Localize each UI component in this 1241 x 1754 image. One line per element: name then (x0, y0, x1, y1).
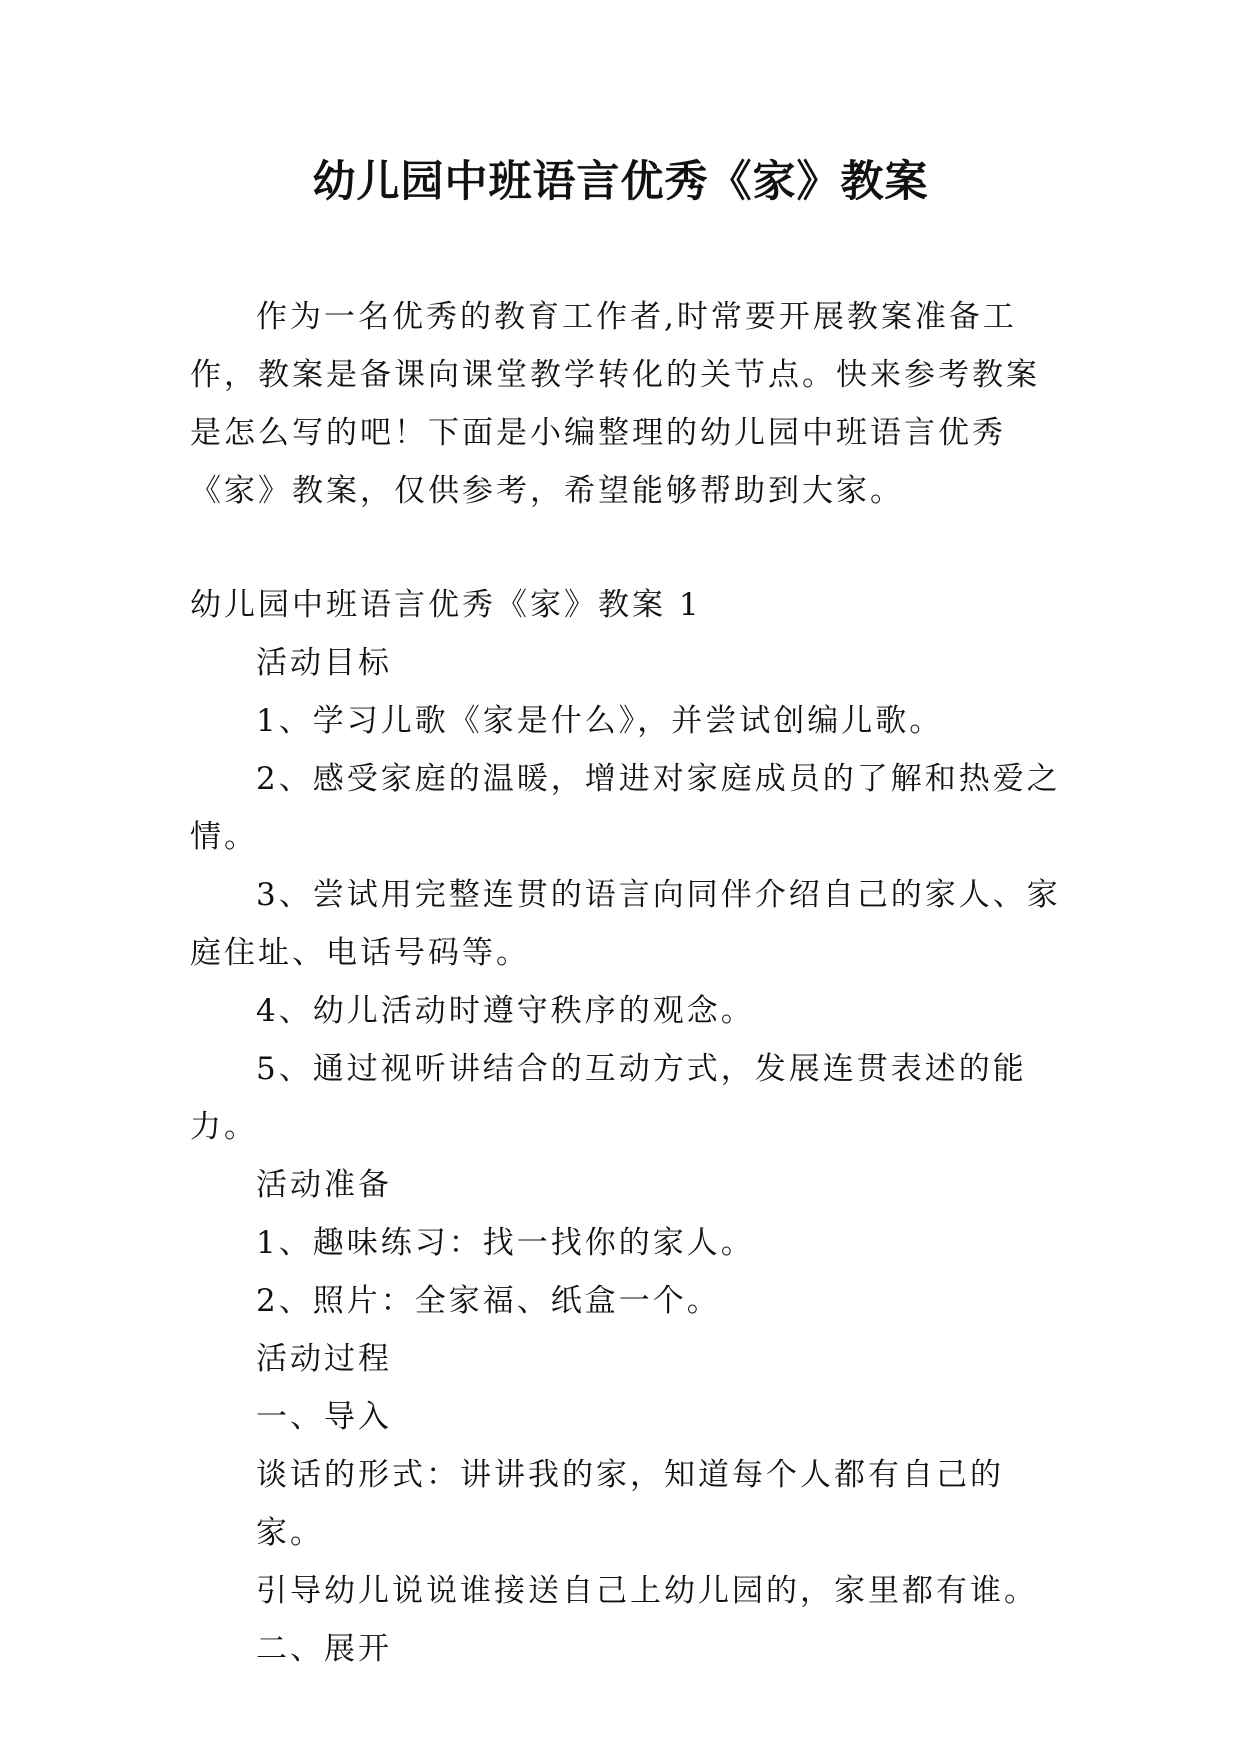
document-title: 幼儿园中班语言优秀《家》教案 (312, 157, 929, 207)
goal-item: 4、幼儿活动时遵守秩序的观念。 (256, 993, 755, 1029)
step1-heading: 一、导入 (256, 1399, 392, 1435)
prep-item: 2、照片：全家福、纸盒一个。 (256, 1283, 721, 1319)
goal-item: 2、感受家庭的温暖，增进对家庭成员的了解和热爱之情。 (190, 761, 1061, 855)
goal-item: 5、通过视听讲结合的互动方式，发展连贯表述的能力。 (190, 1051, 1027, 1145)
step2-heading: 二、展开 (256, 1631, 392, 1667)
section-title: 幼儿园中班语言优秀《家》教案 1 (190, 587, 702, 623)
step1-line: 谈话的形式：讲讲我的家，知道每个人都有自己的家。 (256, 1457, 1004, 1551)
prep-item: 1、趣味练习：找一找你的家人。 (256, 1225, 755, 1261)
goals-heading: 活动目标 (256, 645, 392, 681)
intro-paragraph: 作为一名优秀的教育工作者,时常要开展教案准备工作，教案是备课向课堂教学转化的关节点。快来参考教案是怎么写的吧！下面是小编整理的幼儿园中班语言优秀《家》教案，仅供参考，希望能够帮助到大家。 (190, 299, 1040, 509)
document-body (190, 576, 1070, 1678)
process-heading: 活动过程 (256, 1341, 392, 1377)
step1-line: 引导幼儿说说谁接送自己上幼儿园的，家里都有谁。 (256, 1573, 1038, 1609)
goal-item: 1、学习儿歌《家是什么》，并尝试创编儿歌。 (256, 703, 944, 739)
goal-item: 3、尝试用完整连贯的语言向同伴介绍自己的家人、家庭住址、电话号码等。 (190, 877, 1061, 971)
prep-heading: 活动准备 (256, 1167, 392, 1203)
